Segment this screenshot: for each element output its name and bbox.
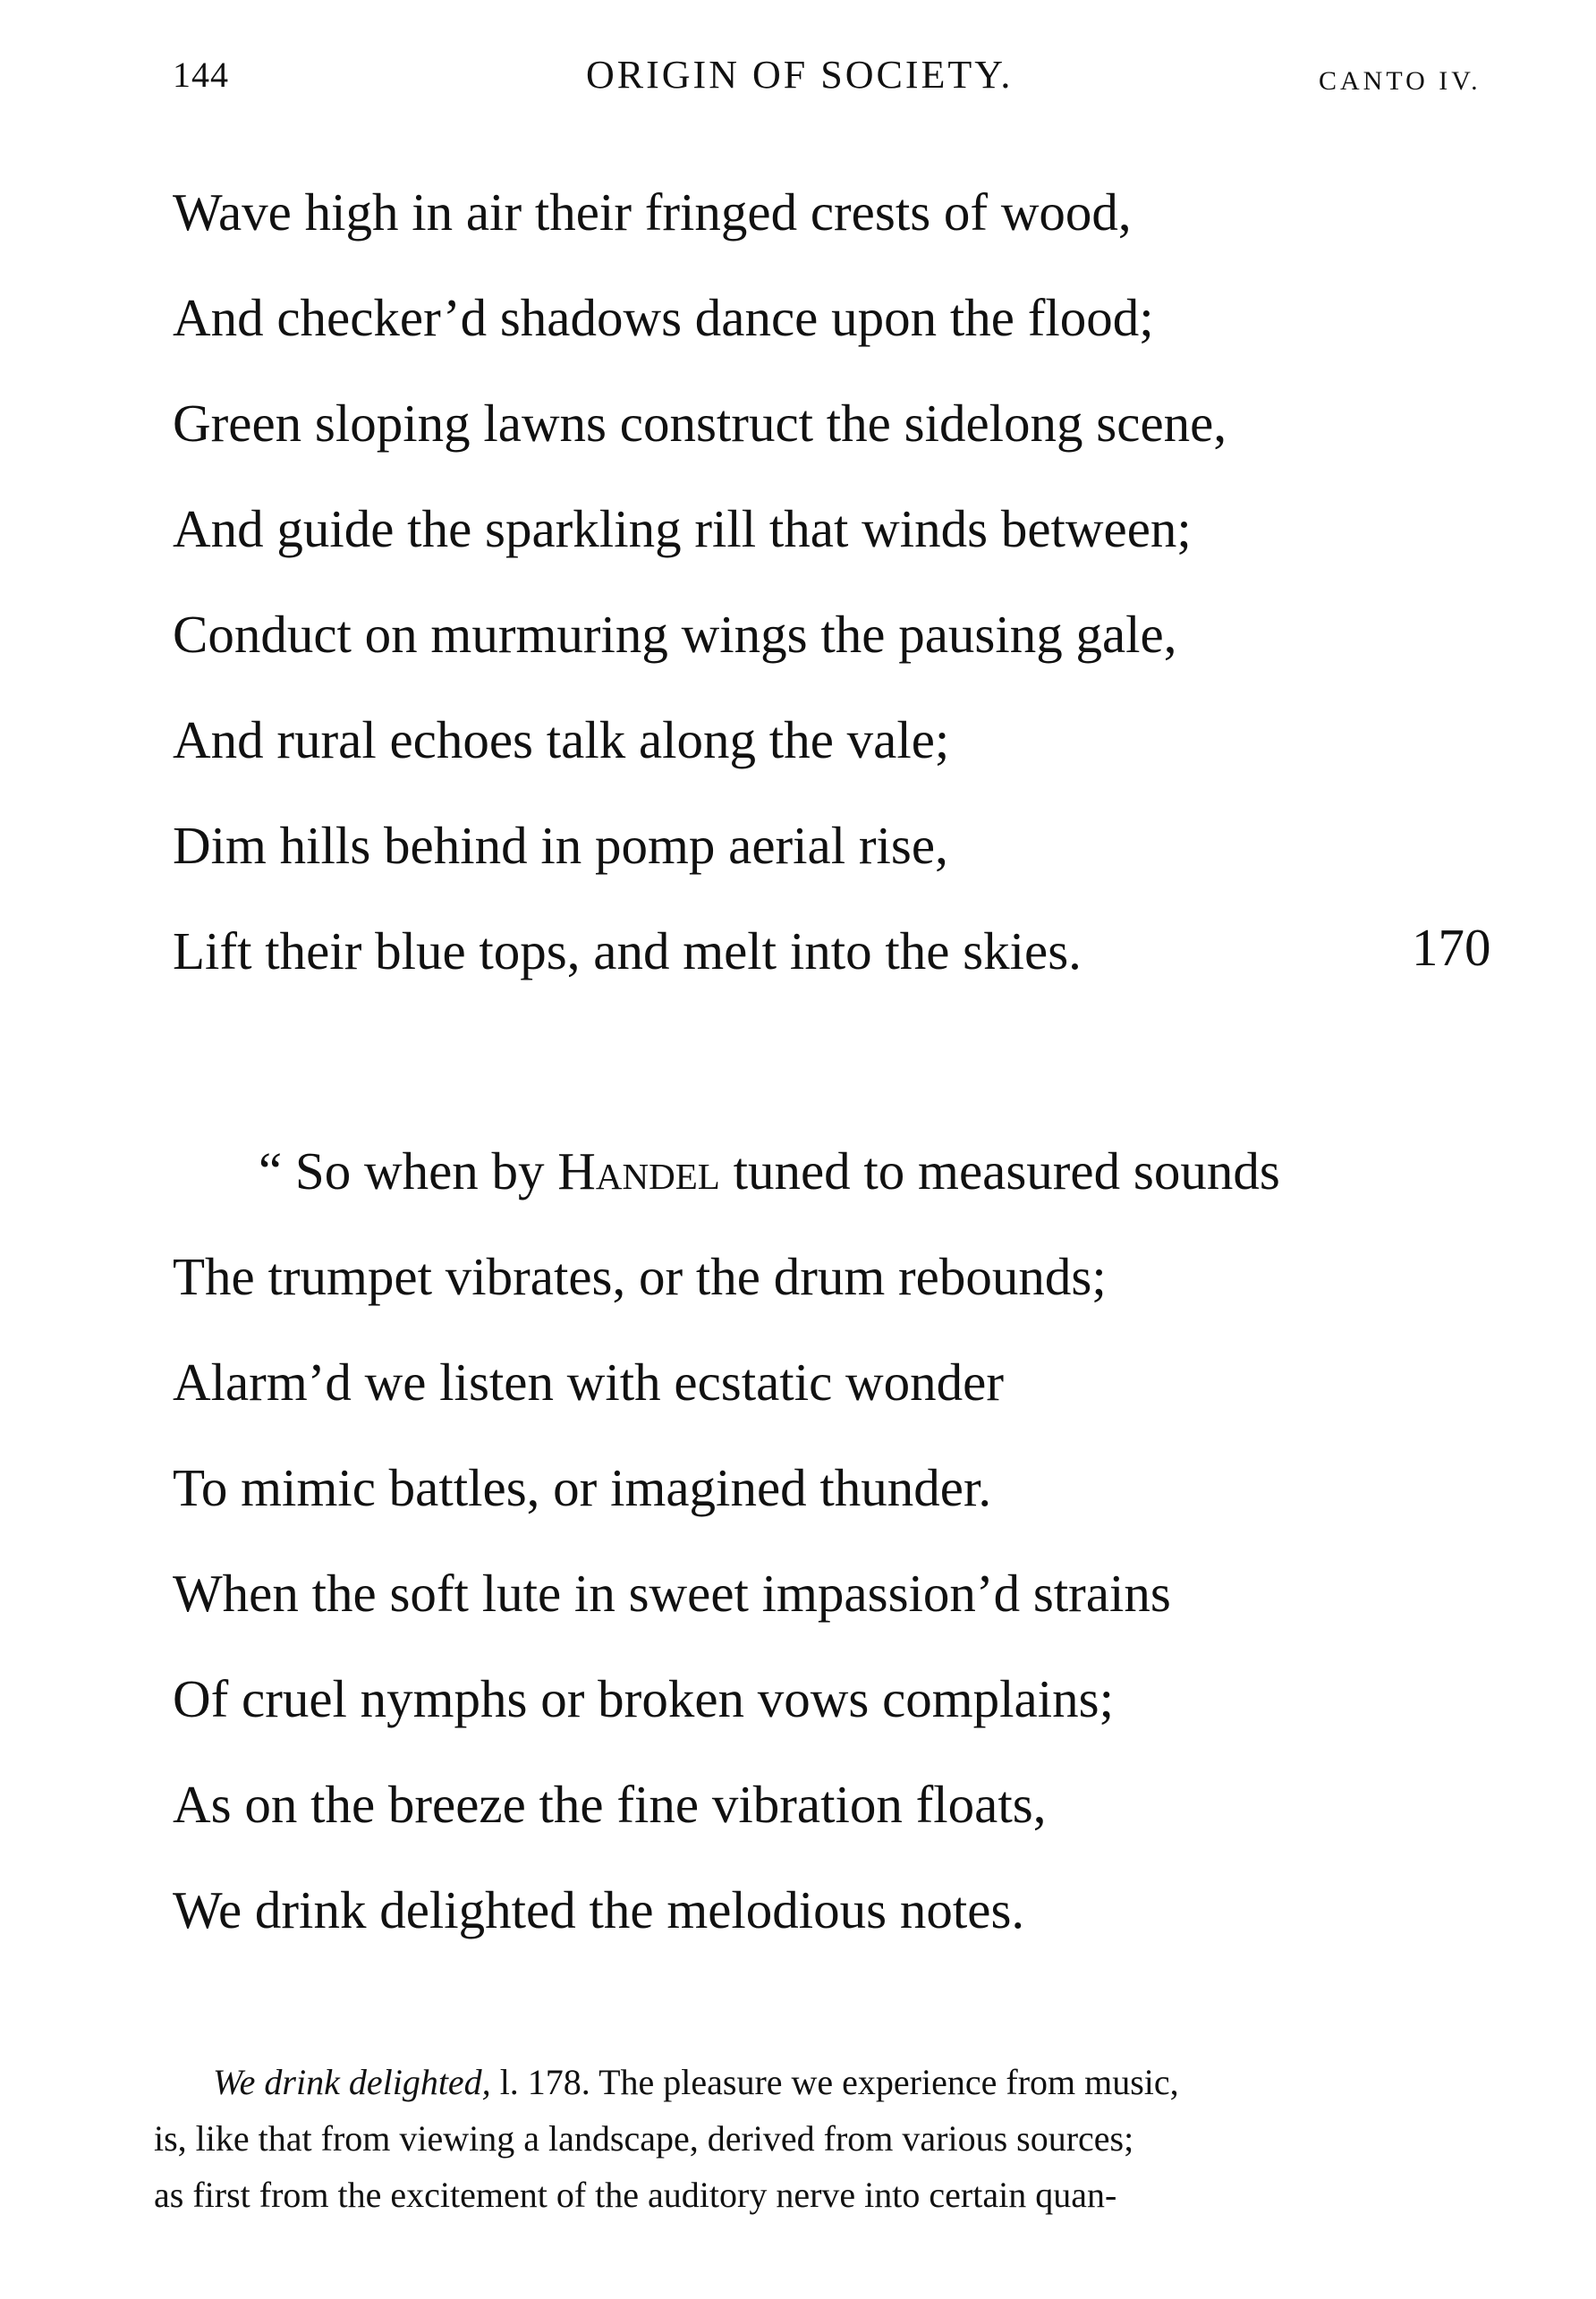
verse-line: And checker’d shadows dance upon the flood; xyxy=(173,288,1154,347)
verse-line: Lift their blue tops, and melt into the skies. xyxy=(173,921,1082,980)
stanza-music xyxy=(173,1118,1515,1963)
verse-text: “ So when by xyxy=(259,1141,558,1200)
verse-line: Green sloping lawns construct the sidelong scene, xyxy=(173,394,1227,453)
verse-line: To mimic battles, or imagined thunder. xyxy=(173,1458,992,1517)
stanza-landscape xyxy=(173,159,1515,1004)
footnote-reference: We drink delighted, xyxy=(213,2062,491,2102)
page-header xyxy=(0,47,1596,109)
verse-line: Dim hills behind in pomp aerial rise, xyxy=(173,816,948,875)
footnote-line: as first from the excitement of the auditory nerve into certain quan- xyxy=(154,2175,1117,2215)
verse-line-number: 170 xyxy=(1412,918,1491,977)
verse-line: And rural echoes talk along the vale; xyxy=(173,710,950,769)
canto-label: CANTO IV. xyxy=(1319,66,1481,96)
verse-line: We drink delighted the melodious notes. xyxy=(173,1880,1025,1939)
verse-line: Wave high in air their fringed crests of wood, xyxy=(173,182,1132,242)
verse-line: Alarm’d we listen with ecstatic wonder xyxy=(173,1353,1004,1412)
verse-line: And guide the sparkling rill that winds between; xyxy=(173,499,1192,558)
verse-line: As on the breeze the fine vibration floats, xyxy=(173,1775,1047,1834)
page-number: 144 xyxy=(173,55,229,95)
verse-line: Of cruel nymphs or broken vows complains; xyxy=(173,1669,1114,1728)
footnote xyxy=(154,2054,1496,2223)
verse-text: tuned to measured sounds xyxy=(719,1141,1280,1200)
footnote-line xyxy=(154,2054,1496,2110)
running-title: ORIGIN OF SOCIETY. xyxy=(586,53,1014,97)
footnote-line: is, like that from viewing a landscape, derived from various sources; xyxy=(154,2118,1134,2159)
verse-line: When the soft lute in sweet impassion’d strains xyxy=(173,1564,1171,1623)
composer-name: Handel xyxy=(557,1141,720,1200)
verse-line: The trumpet vibrates, or the drum rebounds; xyxy=(173,1247,1107,1306)
verse-line: Conduct on murmuring wings the pausing gale, xyxy=(173,605,1177,664)
footnote-text: l. 178. The pleasure we experience from music, xyxy=(490,2062,1179,2102)
verse-line-opening xyxy=(173,1118,1515,1224)
